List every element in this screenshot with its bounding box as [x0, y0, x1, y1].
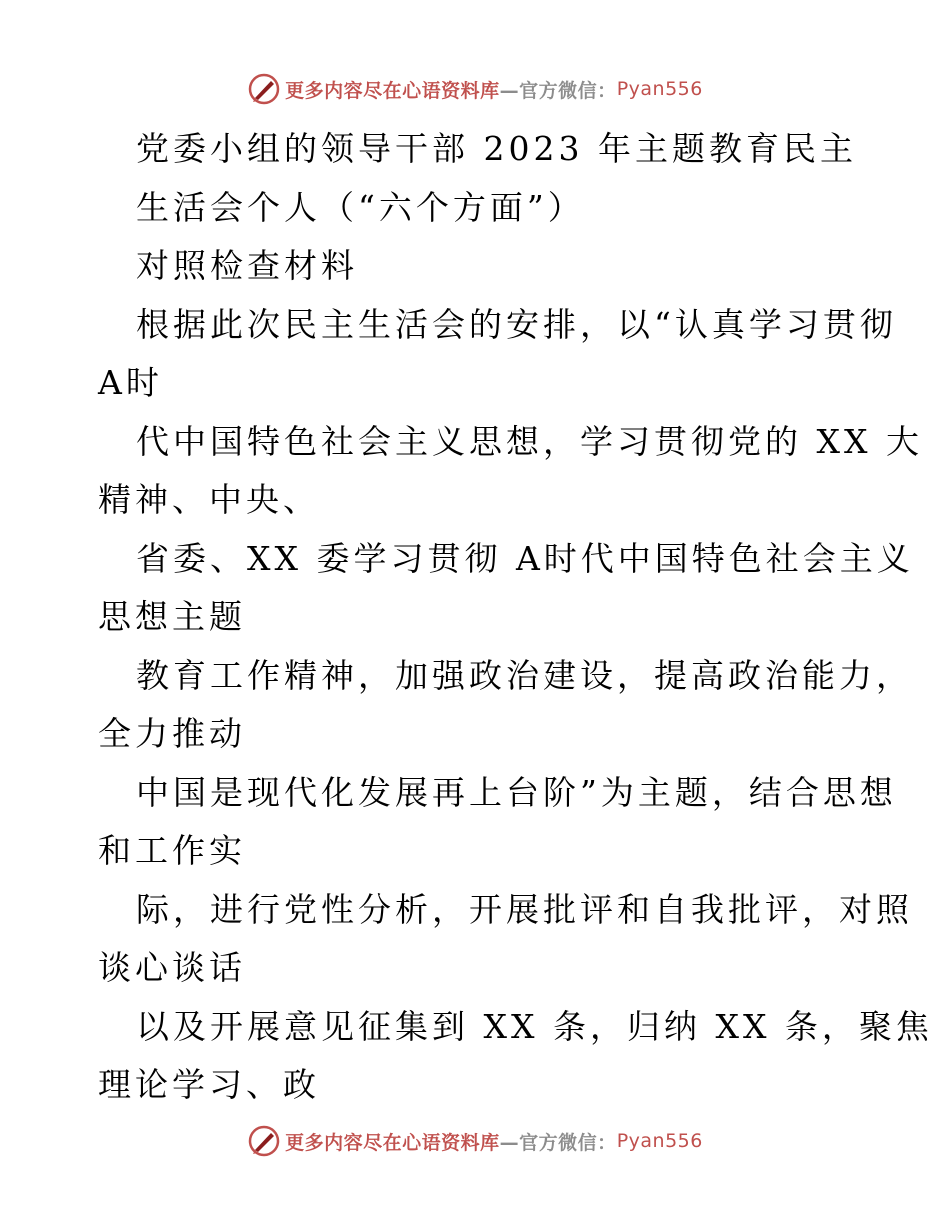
document-line: 和工作实	[98, 831, 246, 870]
document-body	[98, 120, 933, 1115]
watermark-wechat-id: Pyan556	[616, 78, 703, 100]
document-line: 生活会个人（“六个方面”）	[136, 187, 585, 227]
document-line: 教育工作精神，加强政治建设，提高政治能力，	[136, 655, 913, 695]
document-line: 精神、中央、	[98, 480, 320, 519]
watermark-wechat-id: Pyan556	[616, 1130, 703, 1152]
document-line: 全力推动	[98, 714, 246, 753]
document-line: A时	[98, 363, 163, 402]
watermark-main-text: 更多内容尽在心语资料库	[285, 79, 500, 102]
footer-watermark	[0, 1124, 950, 1158]
pen-logo-icon	[247, 1124, 281, 1158]
document-line: 省委、XX 委学习贯彻 A时代中国特色社会主义	[136, 538, 914, 578]
pen-logo-icon	[247, 72, 281, 106]
watermark-main-text: 更多内容尽在心语资料库	[285, 1131, 500, 1154]
document-line: 以及开展意见征集到 XX 条，归纳 XX 条，聚焦	[136, 1006, 933, 1046]
document-line: 谈心谈话	[98, 948, 246, 987]
document-line: 思想主题	[98, 597, 246, 636]
document-line: 际，进行党性分析，开展批评和自我批评，对照	[136, 889, 913, 929]
document-line: 代中国特色社会主义思想，学习贯彻党的 XX 大	[136, 421, 923, 461]
document-line: 理论学习、政	[98, 1065, 320, 1104]
header-watermark	[0, 72, 950, 106]
document-line: 中国是现代化发展再上台阶”为主题，结合思想	[136, 772, 897, 812]
watermark-official-text: —官方微信：	[499, 79, 617, 102]
document-line: 对照检查材料	[136, 246, 358, 285]
document-line: 党委小组的领导干部 2023 年主题教育民主	[136, 129, 857, 168]
watermark-official-text: —官方微信：	[499, 1131, 617, 1154]
document-line: 根据此次民主生活会的安排，以“认真学习贯彻	[136, 304, 897, 344]
